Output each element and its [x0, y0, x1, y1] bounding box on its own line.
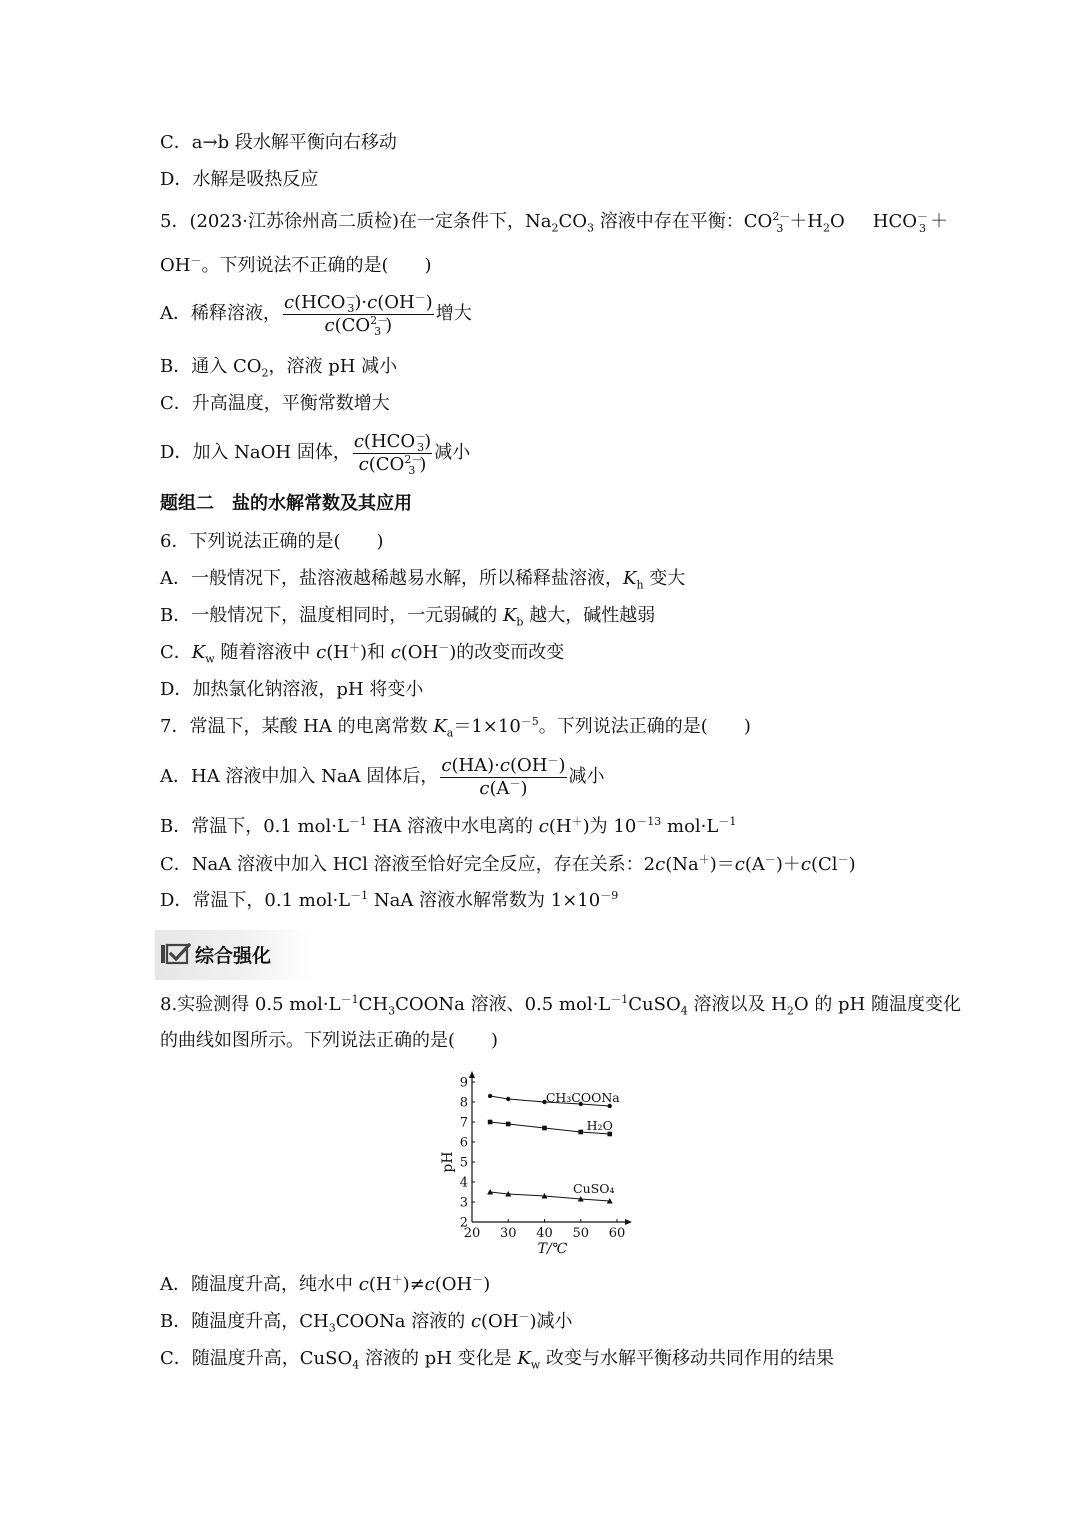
- data-point-circle: [488, 1094, 492, 1098]
- x-tick-label: 50: [572, 1226, 590, 1241]
- q7-option-c: C．NaA 溶液中加入 HCl 溶液至恰好完全反应，存在关系：2c(Na＋)＝c(A－)＋c(Cl－): [160, 853, 856, 875]
- q4-option-c: C．a→b 段水解平衡向右移动: [160, 132, 397, 153]
- q6-stem: 6．下列说法正确的是( ): [160, 531, 384, 552]
- series-label: CH₃COONa: [545, 1090, 620, 1105]
- x-tick-label: 20: [463, 1226, 481, 1241]
- fraction: $\frac{c(HCO^-_3)}{c(CO^{2-}_3 )}$: [353, 429, 432, 478]
- data-point-square: [506, 1122, 511, 1127]
- option-letter: A．: [160, 303, 191, 324]
- option-letter: D．: [160, 442, 193, 463]
- series-label: H₂O: [586, 1118, 613, 1133]
- option-letter: C．: [160, 393, 192, 414]
- q6-option-d: D．加热氯化钠溶液，pH 将变小: [160, 679, 424, 700]
- q8-option-b: B．随温度升高，$CH_3COONa$ 溶液的 c(OH－)减小: [160, 1310, 573, 1335]
- question-number: 6．: [160, 531, 190, 552]
- option-letter: A．: [160, 568, 191, 589]
- check-section-icon: [161, 943, 191, 965]
- option-letter: B．: [160, 1311, 192, 1332]
- option-letter: D．: [160, 890, 193, 911]
- y-tick-label: 7: [459, 1115, 468, 1131]
- question-number: 7．: [160, 716, 190, 737]
- y-tick-label: 3: [459, 1195, 468, 1211]
- x-tick-label: 30: [499, 1226, 517, 1241]
- question-number: 5．: [160, 211, 190, 232]
- q5-stem: 5．(2023·江苏徐州高二质检)在一定条件下，$Na_2CO_3$ 溶液中存在平衡：$CO^{2-}_3 +H_2O$ $HCO^-_3$ ＋: [160, 210, 949, 235]
- q5-option-d: D．加入 NaOH 固体， $\frac{c(HCO^-_3)}{c(CO^{2-}_3 )}$ 减小: [160, 429, 471, 478]
- option-letter: B．: [160, 356, 192, 377]
- section-banner: [155, 930, 315, 980]
- q8-stem: 8.实验测得 0.5 $mol\cdot L^{-1}CH_3COONa$ 溶液、0.5 $mol\cdot L^{-1}CuSO_4$ 溶液以及 $H_2O$ 的 pH 随温度变化: [160, 993, 962, 1018]
- x-axis-arrow: [625, 1219, 632, 1225]
- x-tick-label: 40: [536, 1226, 553, 1241]
- q8-option-c: C．随温度升高，CuSO$_4$ 溶液的 pH 变化是 $K_w$ 改变与水解平衡移动共同作用的结果: [160, 1348, 834, 1372]
- q5-option-a: A．稀释溶液， $\frac{c(HCO^-_3)\cdot c(OH^-)}{c(CO^{2-}_3 )}$ 增大: [160, 290, 472, 339]
- q7-stem: 7．常温下，某酸 HA 的电离常数 $K_a=1\times 10^{-5}$。下列说法正确的是( ): [160, 715, 751, 740]
- q7-option-a: A．HA 溶液中加入 NaA 固体后， $\frac{c(HA)\cdot c(OH^-)}{c(A^-)}$ 减小: [160, 753, 605, 799]
- option-letter: B．: [160, 605, 192, 626]
- fraction: $\frac{c(HCO^-_3)\cdot c(OH^-)}{c(CO^{2-}_3 )}$: [284, 290, 433, 339]
- option-letter: D．: [160, 679, 193, 700]
- option-letter: A．: [160, 1274, 191, 1295]
- y-tick-label: 5: [459, 1155, 468, 1171]
- fraction: $\frac{c(HA)\cdot c(OH^-)}{c(A^-)}$: [441, 753, 566, 799]
- option-letter: D．: [160, 169, 193, 190]
- x-axis-label: T/℃: [537, 1241, 568, 1257]
- option-letter: C．: [160, 854, 192, 875]
- data-point-square: [542, 1126, 547, 1131]
- y-tick-label: 2: [459, 1215, 468, 1231]
- data-point-circle: [506, 1097, 510, 1101]
- section-title: 综合强化: [195, 945, 272, 967]
- series-label: CuSO₄: [573, 1181, 615, 1196]
- q7-option-d: D．常温下，0.1 $mol\cdot L^{-1}$ NaA 溶液水解常数为 $1\times 10^{-9}$: [160, 889, 619, 911]
- option-letter: C．: [160, 132, 192, 153]
- y-tick-label: 8: [459, 1095, 468, 1111]
- group-title: 题组二 盐的水解常数及其应用: [160, 493, 412, 514]
- q8-stem-line2: 的曲线如图所示。下列说法正确的是( ): [160, 1030, 499, 1051]
- q6-option-a: A．一般情况下，盐溶液越稀越易水解，所以稀释盐溶液，$K_h$ 变大: [160, 568, 686, 592]
- q6-option-b: B．一般情况下，温度相同时，一元弱碱的 $K_b$ 越大，碱性越弱: [160, 605, 656, 629]
- y-axis-arrow: [469, 1071, 475, 1078]
- y-tick-label: 4: [459, 1175, 468, 1191]
- arrow-icon: →: [202, 132, 218, 153]
- y-tick-label: 9: [459, 1075, 468, 1091]
- y-tick-label: 6: [459, 1135, 468, 1151]
- x-tick-label: 60: [608, 1226, 626, 1241]
- question-number: 8.: [160, 994, 178, 1015]
- option-letter: C．: [160, 642, 192, 663]
- data-point-square: [488, 1120, 493, 1125]
- q8-option-a: A．随温度升高，纯水中 c(H＋)≠c(OH－): [160, 1273, 491, 1295]
- q5-stem-line2: OH－。下列说法不正确的是( ): [160, 254, 432, 276]
- option-letter: B．: [160, 816, 192, 837]
- ph-temperature-chart: [420, 1062, 650, 1262]
- data-point-square: [578, 1130, 583, 1135]
- q6-option-c: C．$K_w$ 随着溶液中 c(H＋)和 c(OH－)的改变而改变: [160, 641, 565, 666]
- q4-option-d: D．水解是吸热反应: [160, 169, 319, 190]
- q5-option-b: B．通入 $CO_2$，溶液 pH 减小: [160, 356, 398, 380]
- q7-option-b: B．常温下，0.1 $mol\cdot L^{-1}$ HA 溶液中水电离的 c(H＋)为 $10^{-13}$ $mol\cdot L^{-1}$: [160, 815, 737, 837]
- question-source: (2023·江苏徐州高二质检): [189, 211, 400, 232]
- option-letter: A．: [160, 766, 191, 787]
- y-axis-label: pH: [440, 1151, 456, 1173]
- q5-option-c: C．升高温度，平衡常数增大: [160, 393, 390, 414]
- option-letter: C．: [160, 1348, 192, 1369]
